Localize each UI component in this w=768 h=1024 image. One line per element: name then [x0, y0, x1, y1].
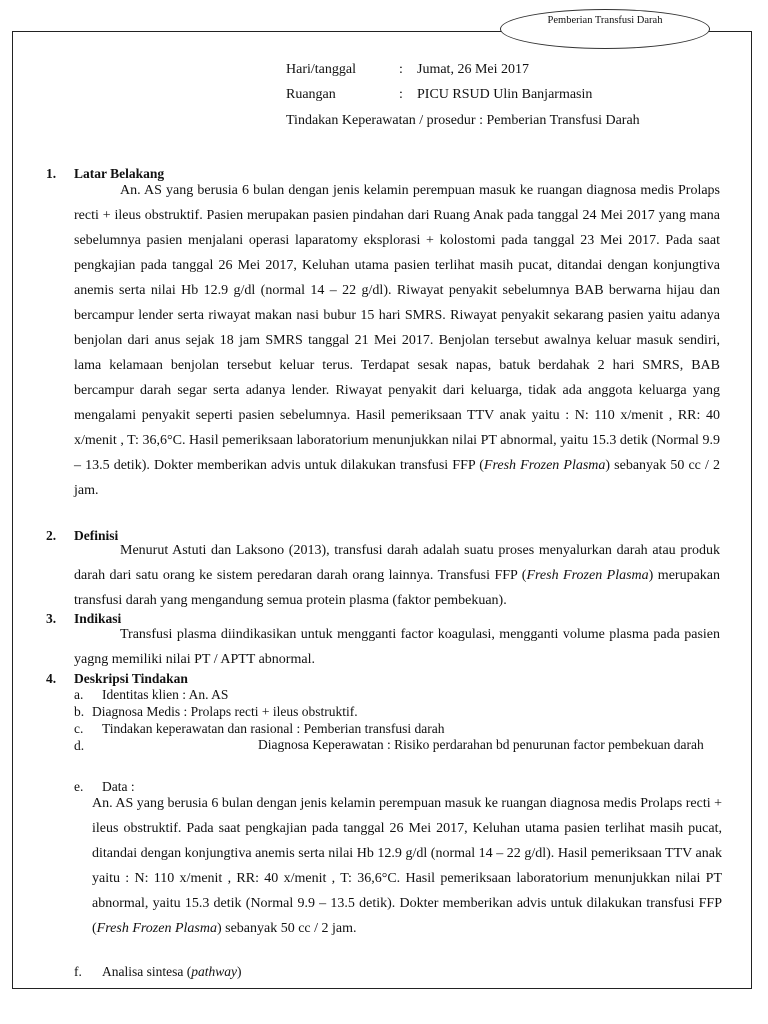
- item-e-text: Data :: [102, 779, 135, 794]
- item-f-letter: f.: [74, 964, 82, 979]
- item-b-text: Diagnosa Medis : Prolaps recti + ileus obstruktif.: [92, 704, 358, 719]
- meta-row-date: [286, 61, 529, 79]
- item-c-text: Tindakan keperawatan dan rasional : Pemberian transfusi darah: [102, 721, 445, 736]
- section-2-number: 2.: [46, 528, 57, 543]
- section-1-number: 1.: [46, 166, 57, 181]
- item-e-data-end: ) sebanyak 50 cc / 2 jam.: [216, 921, 357, 936]
- section-2-text: Menurut Astuti dan Laksono (2013), transfusi darah adalah suatu proses menyalurkan darah atau produk darah dari satu orang ke sistem peredaran darah orang lainnya. Transfusi FFP (: [74, 543, 720, 583]
- section-2-title: Definisi: [74, 528, 119, 543]
- meta-sep-date: :: [399, 62, 403, 77]
- section-1-title: Latar Belakang: [74, 166, 165, 181]
- section-3-paragraph: [74, 622, 720, 672]
- item-f-end: ): [236, 964, 242, 979]
- meta-value-room: PICU RSUD Ulin Banjarmasin: [417, 87, 593, 102]
- section-2-italic: Fresh Frozen Plasma: [526, 568, 649, 583]
- item-f-text-wrap: [102, 963, 241, 981]
- item-e-data-italic: Fresh Frozen Plasma: [96, 921, 217, 936]
- item-a-letter: a.: [74, 687, 84, 702]
- item-b-letter: b.: [74, 704, 85, 719]
- item-e-data-paragraph: [92, 791, 722, 941]
- section-1-italic: Fresh Frozen Plasma: [483, 458, 606, 473]
- section-2-paragraph: [74, 538, 720, 613]
- item-a-text: Identitas klien : An. AS: [102, 687, 229, 702]
- section-3-text: Transfusi plasma diindikasikan untuk mengganti factor koagulasi, mengganti volume plasma pada pasien yagng memiliki nilai PT / APTT abnormal.: [74, 627, 720, 667]
- section-3-title: Indikasi: [74, 611, 122, 626]
- item-d-text: Diagnosa Keperawatan : Risiko perdarahan bd penurunan factor pembekuan darah: [258, 737, 704, 752]
- item-d-letter-text: d.: [74, 738, 85, 753]
- meta-key-date: Hari/tanggal: [286, 62, 356, 77]
- item-e-letter: e.: [74, 779, 84, 794]
- header-tag: [500, 9, 710, 49]
- item-f-text: Analisa sintesa (: [102, 964, 192, 979]
- section-1-paragraph: [74, 178, 720, 503]
- meta-key-room: Ruangan: [286, 87, 336, 102]
- section-1-text-end: ) sebanyak 50 cc / 2 jam.: [74, 458, 720, 498]
- section-2-text-end: ) merupakan transfusi darah yang mengandung semua protein plasma (faktor pembekuan).: [74, 568, 720, 608]
- header-tag-text: Pemberian Transfusi Darah: [547, 15, 663, 26]
- item-f-italic: pathway: [191, 964, 237, 979]
- meta-value-date: Jumat, 26 Mei 2017: [417, 62, 529, 77]
- section-1-text: An. AS yang berusia 6 bulan dengan jenis kelamin perempuan masuk ke ruangan diagnosa medis Prolaps recti + ileus obstruktif. Pasien merupakan pasien pindahan dari Ruang Anak pada tanggal 24 Mei 2017 yang mana sebelumnya pasien menjalani operasi laparatomy eksplorasi + kolostomi pada tanggal 23 Mei 2017. Pada saat pengkajian pada tanggal 26 Mei 2017, Keluhan utama pasien terlihat masih pucat, ditandai dengan konjungtiva anemis serta nilai Hb 12.9 g/dl (normal 14 – 22 g/dl). Riwayat penyakit sebelumnya BAB berwarna hijau dan bercampur lender serta riwayat makan nasi bubur 15 hari SMRS. Riwayat penyakit sekarang pasien yaitu adanya benjolan dari anus sejak 18 jam SMRS tanggal 21 Mei 2017. Benjolan tersebut awalnya keluar masuk sendiri, lama kelamaan benjolan tersebut keluar terus. Terdapat sesak napas, batuk berdahak 2 hari SMRS, BAB bercampur darah segar serta adanya lender. Riwayat penyakit dari keluarga, tidak ada anggota keluarga yang mengalami penyakit seperti pasien sebelumnya. Hasil pemeriksaan TTV anak yaitu : N: 110 x/menit , RR: 40 x/menit , T: 36,6°C. Hasil pemeriksaan laboratorium menunjukkan nilai PT abnormal, yaitu 15.3 detik (Normal 9.9 – 13.5 detik). Dokter memberikan advis untuk dilakukan transfusi FFP (: [74, 183, 720, 473]
- meta-row-room: [286, 86, 592, 104]
- section-3-number: 3.: [46, 611, 57, 626]
- section-4-number: 4.: [46, 671, 57, 686]
- item-c-letter: c.: [74, 721, 84, 736]
- item-e-data-text: An. AS yang berusia 6 bulan dengan jenis kelamin perempuan masuk ke ruangan diagnosa medis Prolaps recti + ileus obstruktif. Pada saat pengkajian pada tanggal 26 Mei 2017, Keluhan utama pasien terlihat masih pucat, ditandai dengan konjungtiva anemis serta nilai Hb 12.9 g/dl (normal 14 – 22 g/dl). Hasil pemeriksaan TTV anak yaitu : N: 110 x/menit , RR: 40 x/menit , T: 36,6°C. Hasil pemeriksaan laboratorium menunjukkan nilai PT abnormal, yaitu 15.3 detik (Normal 9.9 – 13.5 detik). Dokter memberikan advis untuk dilakukan transfusi FFP (: [92, 796, 722, 936]
- meta-procedure: Tindakan Keperawatan / prosedur : Pemberian Transfusi Darah: [286, 113, 640, 128]
- meta-sep-room: :: [399, 87, 403, 102]
- section-4-title: Deskripsi Tindakan: [74, 671, 188, 686]
